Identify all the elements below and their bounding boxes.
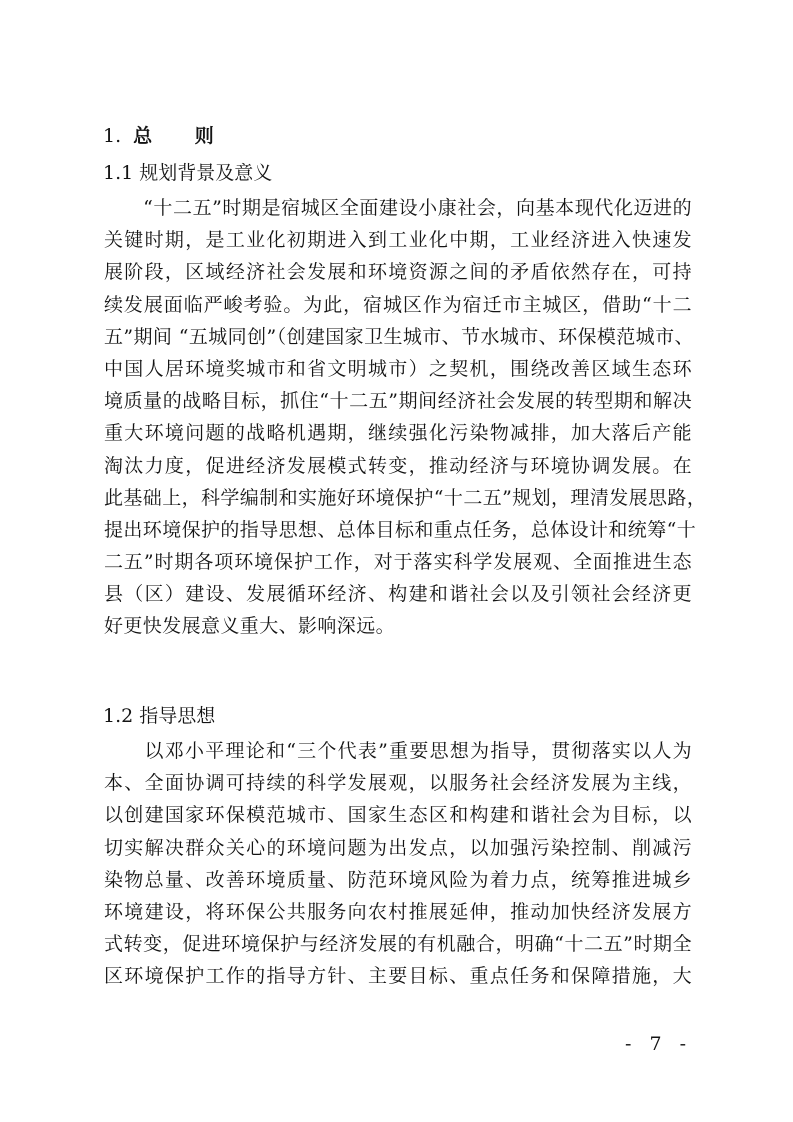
paragraph-line: 五”期间 “五城同创”（创建国家卫生城市、节水城市、环保模范城市、 [104,325,694,348]
subsection-heading-1-2: 1.2 指导思想 [103,705,216,727]
paragraph-line: 县（区）建设、发展循环经济、构建和谐社会以及引领社会经济更 [104,583,692,606]
paragraph-line: 提出环境保护的指导思想、总体目标和重点任务，总体设计和统筹“十 [104,518,697,541]
paragraph-background [104,192,707,643]
paragraph-line: 式转变，促进环境保护与经济发展的有机融合，明确“十二五”时期全 [104,933,692,956]
paragraph-line: 染物总量、改善环境质量、防范环境风险为着力点，统筹推进城乡 [104,868,692,891]
section-title: 总 则 [133,125,232,147]
paragraph-line: 以创建国家环保模范城市、国家生态区和构建和谐社会为目标，以 [104,804,692,827]
page-number: - 7 - [625,1033,693,1055]
paragraph-line: 境质量的战略目标，抓住“十二五”期间经济社会发展的转型期和解决 [104,390,692,413]
paragraph-line: 二五”时期各项环境保护工作，对于落实科学发展观、全面推进生态 [104,551,692,574]
paragraph-line: 环境建设，将环保公共服务向农村推展延伸，推动加快经济发展方 [104,900,692,923]
paragraph-line: 以邓小平理论和“三个代表”重要思想为指导，贯彻落实以人为 [104,740,692,762]
paragraph-line: 好更快发展意义重大、影响深远。 [104,615,396,638]
section-heading-1 [103,123,232,149]
paragraph-line: 重大环境问题的战略机遇期，继续强化污染物减排，加大落后产能 [104,422,692,445]
paragraph-line: “十二五”时期是宿城区全面建设小康社会，向基本现代化迈进的 [104,197,692,219]
subsection-heading-1-1: 1.1 规划背景及意义 [103,162,273,184]
paragraph-line: 关键时期，是工业化初期进入到工业化中期，工业经济进入快速发 [104,229,692,252]
paragraph-line: 续发展面临严峻考验。为此，宿城区作为宿迁市主城区，借助“十二 [104,293,692,316]
paragraph-line: 区环境保护工作的指导方针、主要目标、重点任务和保障措施，大 [104,965,692,988]
paragraph-guiding-ideology [104,735,692,993]
paragraph-line: 淘汰力度，促进经济发展模式转变，推动经济与环境协调发展。在 [104,454,692,477]
paragraph-line: 展阶段，区域经济社会发展和环境资源之间的矛盾依然存在，可持 [104,261,692,284]
paragraph-line: 本、全面协调可持续的科学发展观，以服务社会经济发展为主线， [104,772,692,795]
paragraph-line: 此基础上，科学编制和实施好环境保护“十二五”规划，理清发展思路， [104,486,707,509]
section-number: 1. [103,125,122,147]
paragraph-line: 中国人居环境奖城市和省文明城市）之契机，围绕改善区域生态环 [104,357,692,380]
paragraph-line: 切实解决群众关心的环境问题为出发点，以加强污染控制、削减污 [104,836,692,859]
